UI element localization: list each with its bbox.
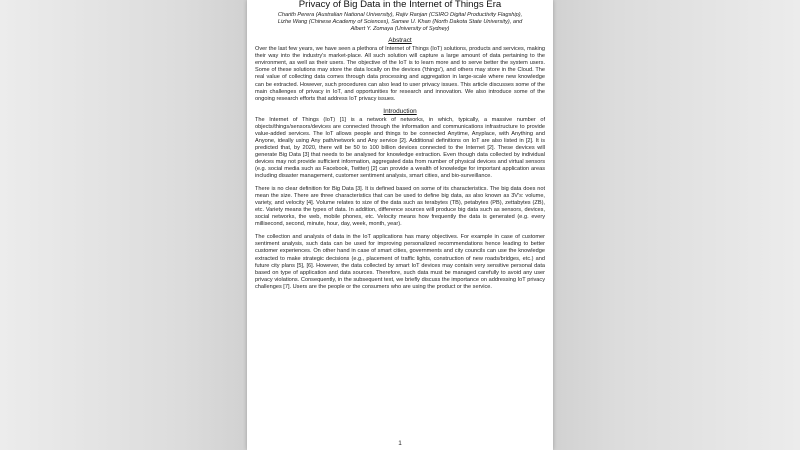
abstract-heading: Abstract xyxy=(388,37,412,45)
body-paragraph: The Internet of Things (IoT) [1] is a network of networks, in which, typically, a massive number of objects/things/sensors/devices are connected through the information and communications infrastructure to provide value-added services. The IoT allows people and things to be connected Anytime, Anyplace, with Anything and Anyone, ideally using Any path/network and Any service [2]. Additional definitions on IoT are also listed in [2]. It is predicted that, by 2020, there will be 50 to 100 billion devices connected to the Internet [2]. These devices will generate Big Data [3] that needs to be analysed for knowledge extraction. Even though data collected by individual devices may not provide sufficient information, aggregated data from number of physical devices and virtual sensors (e.g. social media such as Facebook, Twitter) [2] can provide a wealth of knowledge for important application areas including disaster management, customer sentiment analysis, smart cities, and bio-surveillance. xyxy=(255,116,545,180)
page-content xyxy=(255,0,545,291)
left-backdrop xyxy=(0,0,260,450)
author-list xyxy=(255,12,545,33)
paper-title: Privacy of Big Data in the Internet of Things Era xyxy=(298,0,502,10)
document-page xyxy=(247,0,553,450)
abstract-text: Over the last few years, we have seen a plethora of Internet of Things (IoT) solutions, products and services, making their way into the industry's market-place. All such solution will capture a large amount of data pertaining to the environment, as well as their users. The objective of the IoT is to learn more and to serve better the system users. Some of these solutions may store the data locally on the devices ('things'), and others may store in the Cloud. The real value of collecting data comes through data processing and aggregation in large-scale where new knowledge can be extracted. However, such procedures can also lead to user privacy issues. This article discusses some of the main challenges of privacy in IoT, and opportunities for research and innovation. We also introduce some of the ongoing research efforts that address IoT privacy issues. xyxy=(255,46,545,102)
author-line: Albert Y. Zomaya (University of Sydney) xyxy=(350,26,450,33)
body-paragraph: The collection and analysis of data in the IoT applications has many objectives. For example in case of customer sentiment analysis, such data can be used for improving personalized recommendations hence leading to better customer experiences. On other hand in case of smart cities, governments and city councils can use the knowledge extracted to make strategic decisions (e.g., placement of traffic lights, construction of new roads/bridges, etc.) and future city plans [5], [6]. However, the data collected by smart IoT devices may contain very sensitive personal data based on type of application and data sources. Therefore, such data must be managed carefully to avoid any user privacy violations. Consequently, in the subsequent text, we briefly discuss the importance on addressing IoT privacy challenges [7]. Users are the people or the consumers who are using the product or the service. xyxy=(255,234,545,290)
page-number: 1 xyxy=(398,440,402,447)
author-line: Charith Perera (Australian National University), Rajiv Ranjan (CSIRO Digital Productivity Flagship), xyxy=(277,12,523,18)
author-line: Lizhe Wang (Chinese Academy of Sciences), Samee U. Khan (North Dakota State University), and xyxy=(277,19,523,26)
right-backdrop xyxy=(540,0,800,450)
body-paragraph: There is no clear definition for Big Data [3]. It is defined based on some of its characteristics. The big data does not mean the size. There are three characteristics that can be used to define big data, as also known as 3V's: volume, variety, and velocity [4]. Volume relates to size of the data such as terabytes (TB), petabytes (PB), zettabytes (ZB), etc. Variety means the types of data. In addition, difference sources will produce big data such as sensors, devices, social networks, the web, mobile phones, etc. Velocity means how frequently the data is generated (e.g. every millisecond, second, minute, hour, day, week, month, year). xyxy=(255,186,545,228)
introduction-heading: Introduction xyxy=(383,107,417,115)
